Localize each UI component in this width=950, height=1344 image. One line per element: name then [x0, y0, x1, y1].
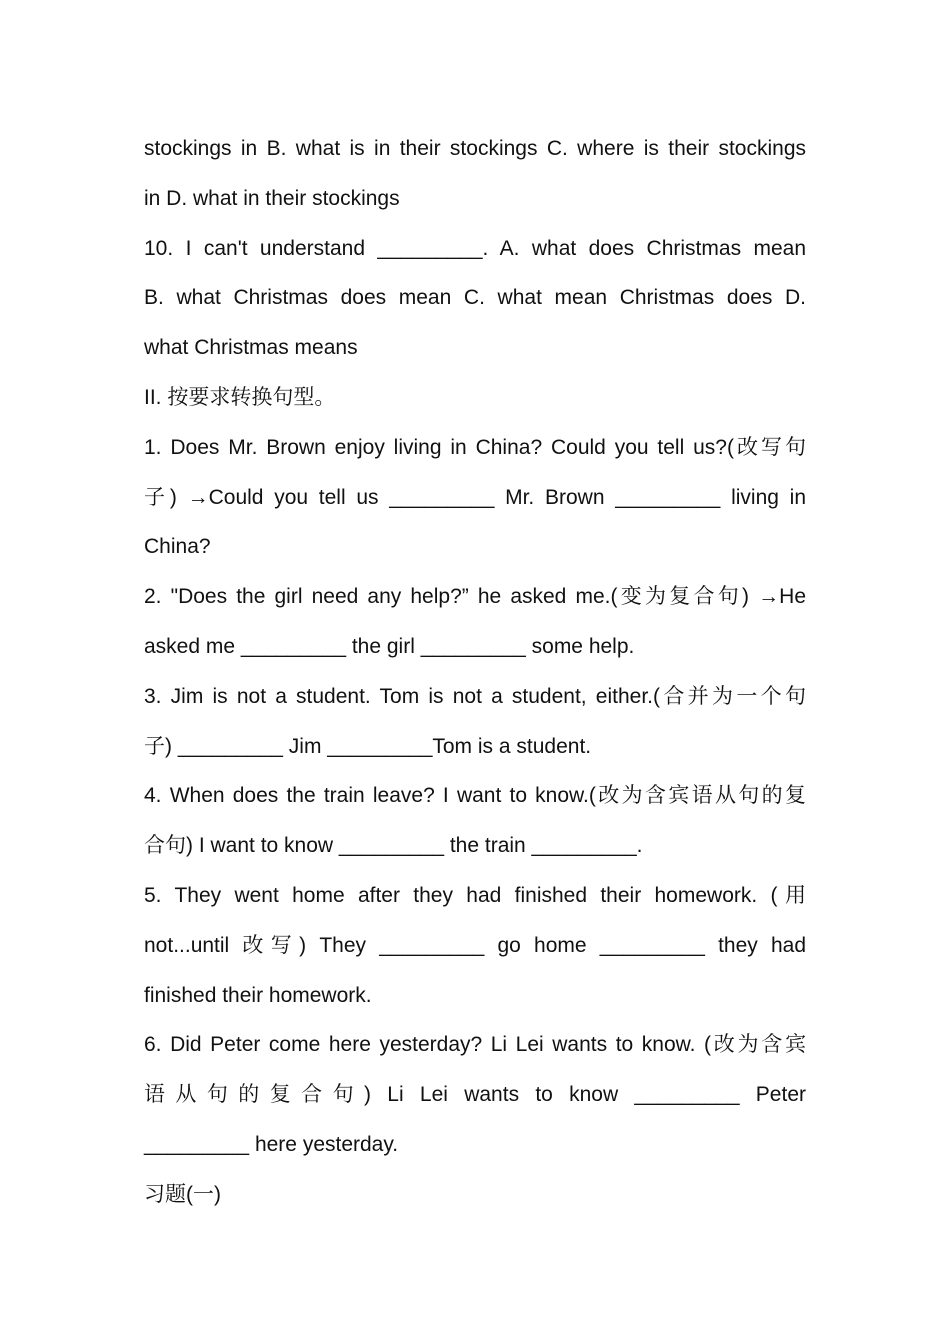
section-heading: II. 按要求转换句型。 — [144, 385, 336, 409]
question-1: 1. Does Mr. Brown enjoy living in China? Could you tell us?(改写句 — [144, 435, 806, 459]
text-line: 子) →Could you tell us _________ Mr. Brown _________ living in — [144, 485, 806, 509]
question-2: 2. "Does the girl need any help?” he asked me.(变为复合句) →He — [144, 585, 806, 609]
exercise-heading: 习题(一) — [144, 1182, 221, 1206]
text-line: 合句) I want to know _________ the train _________. — [144, 834, 643, 858]
text-line: stockings in B. what is in their stockings C. where is their stockings — [144, 137, 806, 160]
text-line: what Christmas means — [144, 336, 358, 360]
question-3: 3. Jim is not a student. Tom is not a student, either.(合并为一个句 — [144, 684, 806, 708]
text-line: B. what Christmas does mean C. what mean Christmas does D. — [144, 286, 806, 310]
text-line: in D. what in their stockings — [144, 186, 400, 210]
question-6: 6. Did Peter come here yesterday? Li Lei wants to know. (改为含宾 — [144, 1033, 806, 1057]
question-4: 4. When does the train leave? I want to know.(改为含宾语从句的复 — [144, 784, 806, 808]
text-line: finished their homework. — [144, 983, 372, 1007]
question-5: 5. They went home after they had finished their homework. (用 — [144, 883, 806, 907]
text-line: not...until 改写) They _________ go home _________ they had — [144, 933, 806, 957]
text-line: 子) _________ Jim _________Tom is a student. — [144, 734, 592, 758]
text-line: China? — [144, 535, 211, 559]
text-line: _________ here yesterday. — [144, 1132, 399, 1156]
document-page — [144, 124, 806, 1220]
text-line: 语从句的复合句) Li Lei wants to know _________ Peter — [144, 1083, 806, 1107]
text-line: asked me _________ the girl _________ some help. — [144, 634, 635, 658]
question-10: 10. I can't understand _________. A. what does Christmas mean — [144, 236, 806, 260]
